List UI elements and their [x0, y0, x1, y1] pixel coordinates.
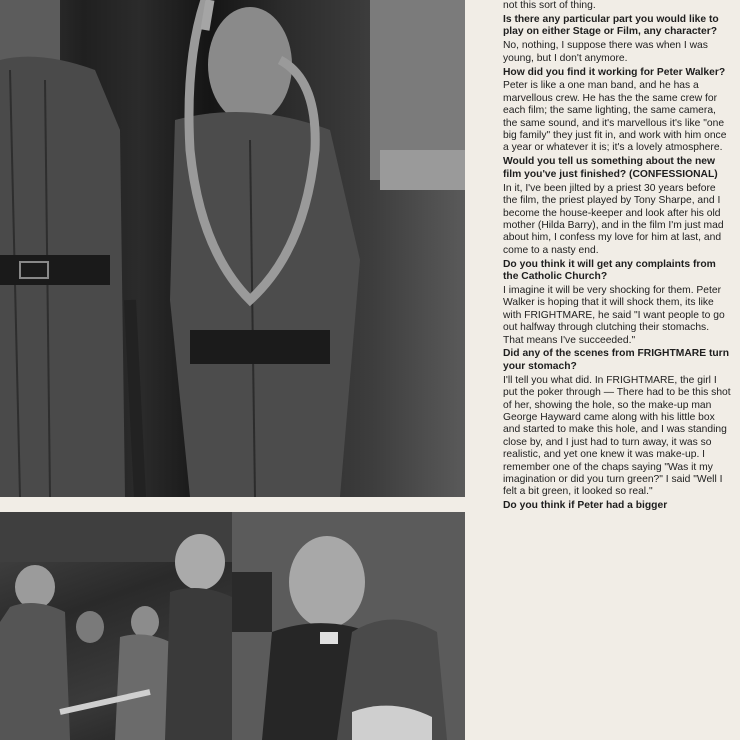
photo-crowd-scene-figures — [0, 512, 232, 740]
interview-question: Do you think if Peter had a bigger — [503, 500, 668, 512]
photo-two-women — [232, 512, 465, 740]
interview-answer: No, nothing, I suppose there was when I was young, but I don't anymore. — [503, 40, 708, 64]
interview-question: Is there any particular part you would like to play on either Stage or Film, any character? — [503, 13, 719, 38]
interview-question: Did any of the scenes from FRIGHTMARE turn your stomach? — [503, 348, 729, 372]
interview-question: Would you tell us something about the new film you've just finished? (CONFESSIONAL) — [503, 156, 718, 180]
photo-noose-scene — [0, 0, 465, 497]
interview-text — [503, 0, 731, 740]
interview-question: Do you think it will get any complaints from the Catholic Church? — [503, 258, 716, 283]
interview-answer: not this sort of thing. — [503, 0, 596, 11]
interview-question: How did you find it working for Peter Walker? — [503, 66, 726, 78]
photo-crowd-scene — [0, 512, 232, 740]
interview-answer: I imagine it will be very shocking for them. Peter Walker is hoping that it will shock them, its like with FRIGHTMARE, he said "I want people to go out halfway through clutching their stomachs. That means I've succeeded." — [503, 284, 725, 346]
photo-noose-scene-figures — [0, 0, 465, 497]
interview-answer: In it, I've been jilted by a priest 30 years before the film, the priest played by Tony Sharpe, and I become the house-keeper and look after his old mother (Hilda Barry), and in the film I'm just mad about him, I confess my love for him at last, and come to a nasty end. — [503, 182, 724, 256]
interview-answer: Peter is like a one man band, and he has a marvellous crew. He has the the same crew for each film; the same lighting, the same camera, the same sound, and it's marvellous it's like "one big family" they just fit in, and work with him once a year or whatever it is; it's a lovely atmosphere. — [503, 80, 727, 154]
photo-two-women-figures — [232, 512, 465, 740]
interview-answer: I'll tell you what did. In FRIGHTMARE, the girl I put the poker through — There had to be this shot of her, showing the hole, so the make-up man George Hayward came along with his little box and started to make this hole, and I was standing close by, and I just had to turn away, it was so realistic, and yet one knew it was make-up. I remember one of the chaps saying "Was it my imagination or did you turn green?" I said "Well I felt a bit green, it looked so real." — [503, 374, 731, 498]
